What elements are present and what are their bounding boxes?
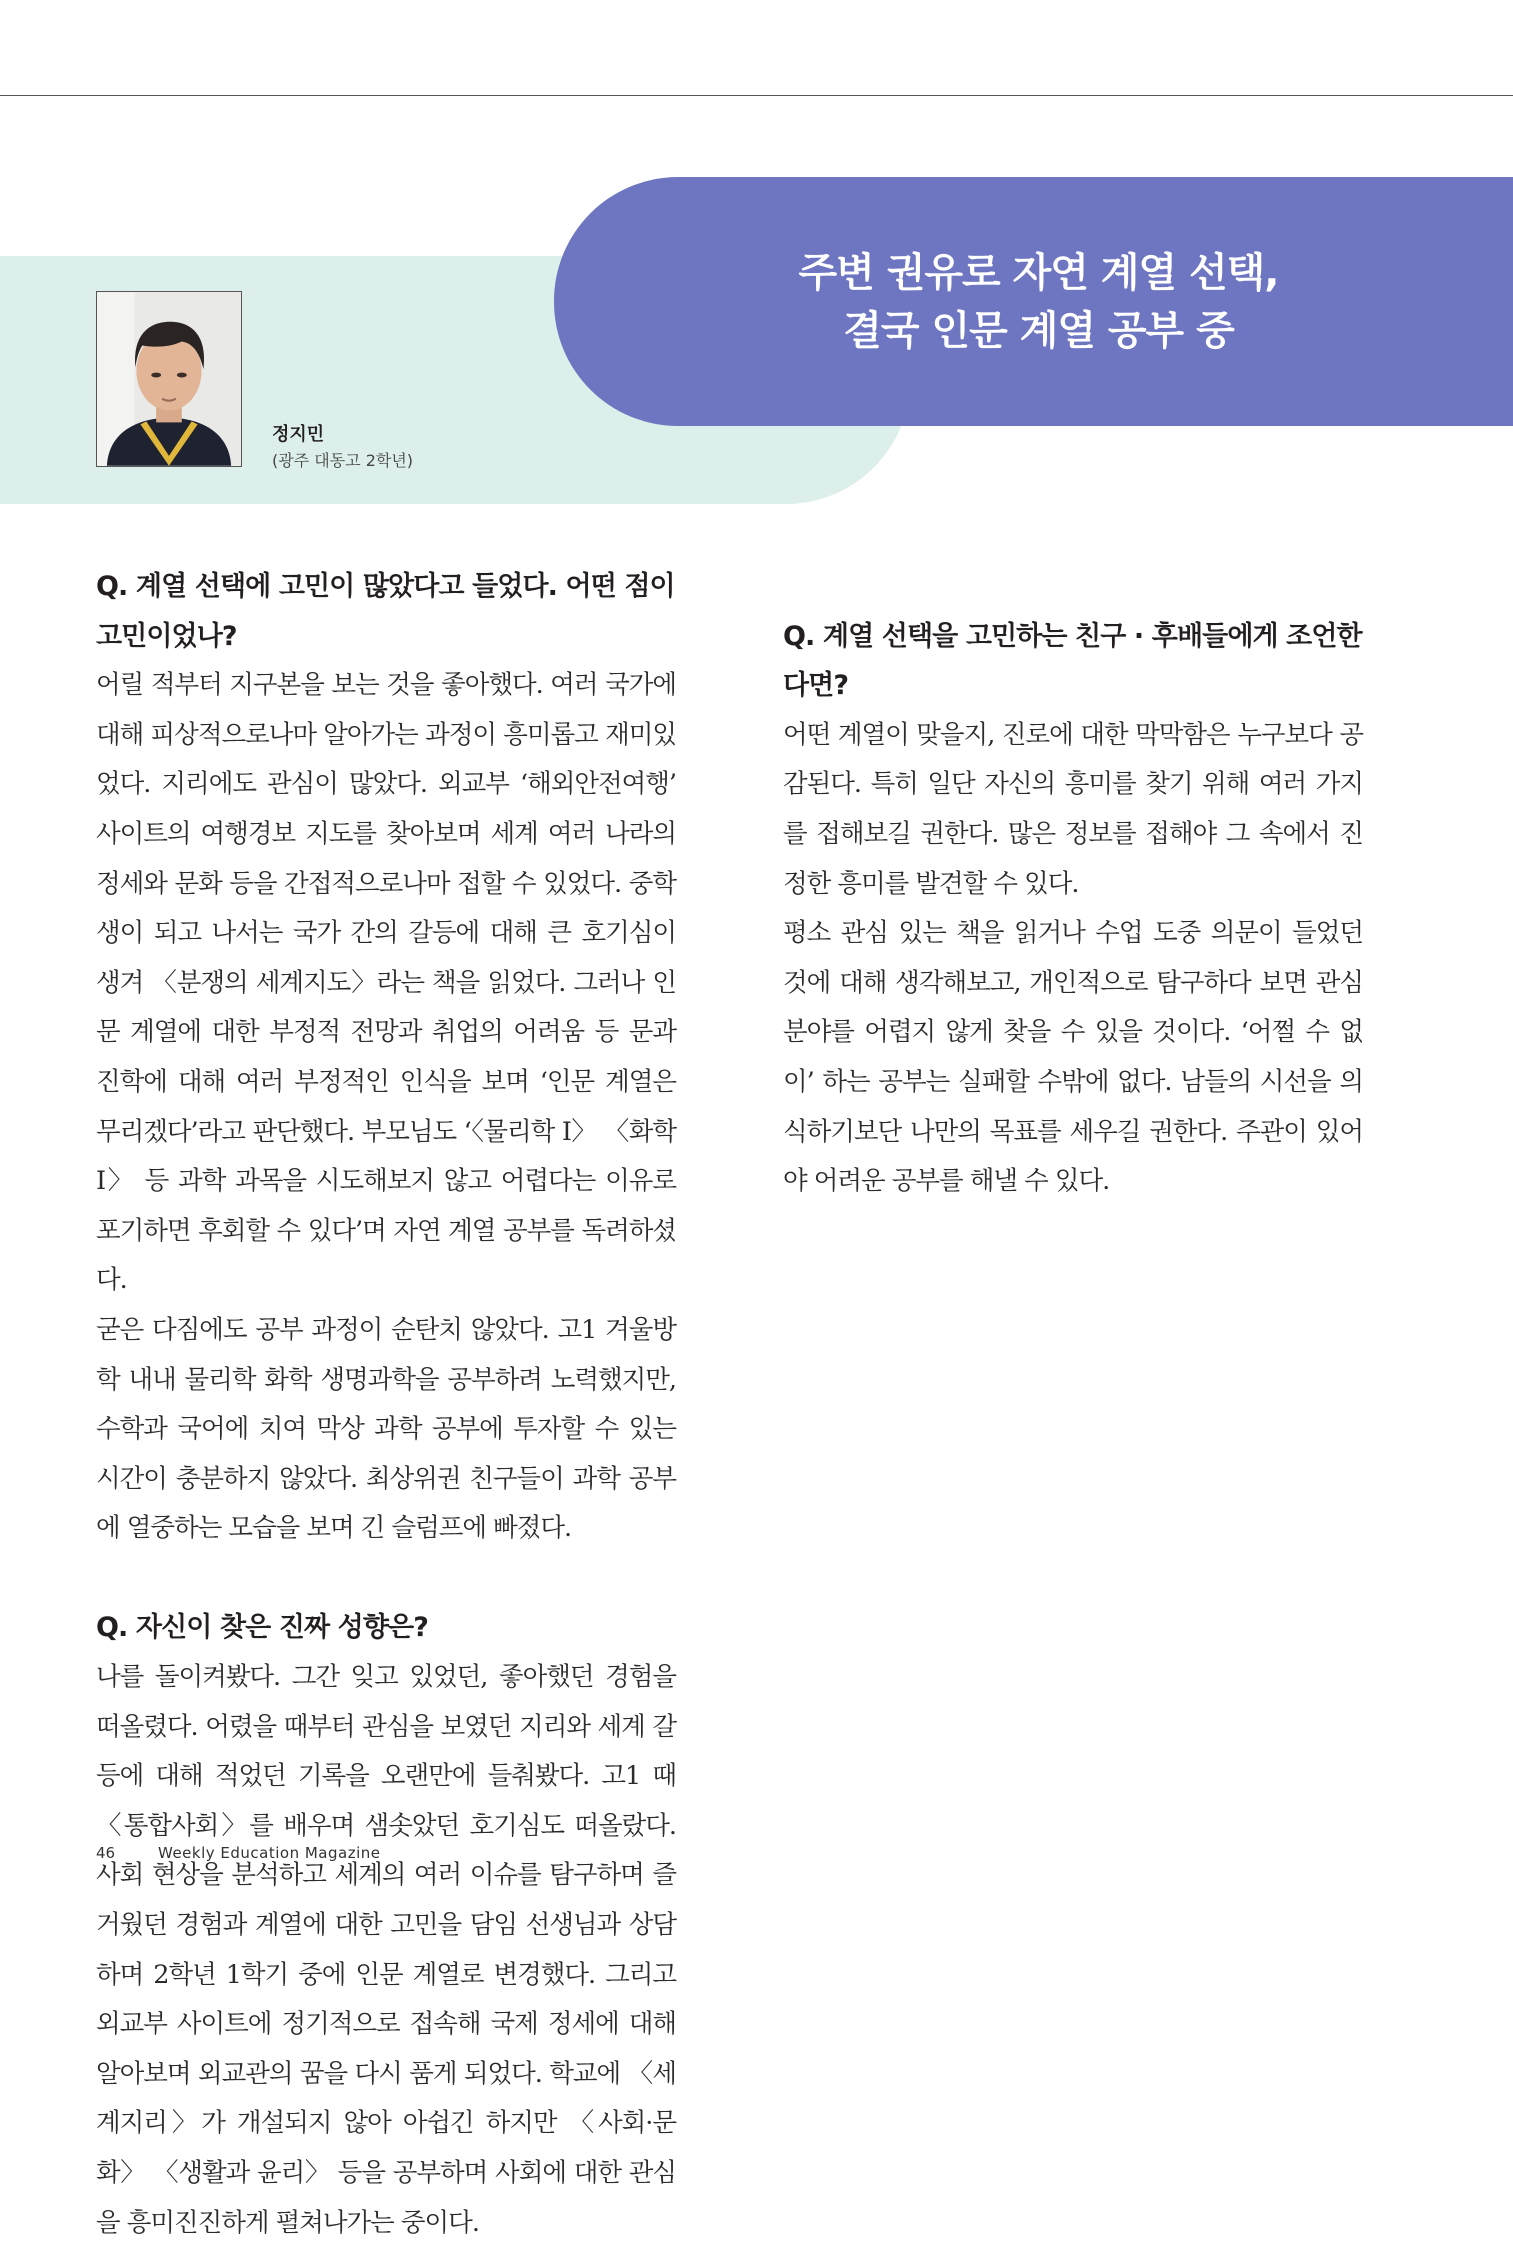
profile-photo (96, 291, 242, 467)
article-column-left (96, 562, 676, 2248)
answer-1-paragraph-2: 굳은 다짐에도 공부 과정이 순탄치 않았다. 고1 겨울방학 내내 물리학 화학 생명과학을 공부하려 노력했지만, 수학과 국어에 치여 막상 과학 공부에 투자할 수 있는 시간이 충분하지 않았다. 최상위권 친구들이 과학 공부에 열중하는 모습을 보며 긴 슬럼프에 빠졌다. (96, 1314, 676, 1544)
answer-1-paragraph-1: 어릴 적부터 지구본을 보는 것을 좋아했다. 여러 국가에 대해 피상적으로나마 알아가는 과정이 흥미롭고 재미있었다. 지리에도 관심이 많았다. 외교부 ‘해외안전여행’ 사이트의 여행경보 지도를 찾아보며 세계 여러 나라의 정세와 문화 등을 간접적으로나마 접할 수 있었다. 중학생이 되고 나서는 국가 간의 갈등에 대해 큰 호기심이 생겨 〈분쟁의 세계지도〉라는 책을 읽었다. 그러나 인문 계열에 대한 부정적 전망과 취업의 어려움 등 문과 진학에 대해 여러 부정적인 인식을 보며 ‘인문 계열은 무리겠다’라고 판단했다. 부모님도 ‘〈물리학 Ⅰ〉 〈화학 Ⅰ〉 등 과학 과목을 시도해보지 않고 어렵다는 이유로 포기하면 후회할 수 있다’며 자연 계열 공부를 독려하셨다. (96, 670, 676, 1296)
magazine-name: Weekly Education Magazine (158, 1844, 381, 1862)
answer-3-paragraph-1: 어떤 계열이 맞을지, 진로에 대한 막막함은 누구보다 공감된다. 특히 일단 자신의 흥미를 찾기 위해 여러 가지를 접해보길 권한다. 많은 정보를 접해야 그 속에서 진정한 흥미를 발견할 수 있다. (783, 719, 1363, 899)
page-number: 46 (96, 1844, 116, 1862)
question-3: Q. 계열 선택을 고민하는 친구 · 후배들에게 조언한다면? (783, 620, 1362, 702)
answer-3-paragraph-2: 평소 관심 있는 책을 읽거나 수업 도중 의문이 들었던 것에 대해 생각해보고, 개인적으로 탐구하다 보면 관심 분야를 어렵지 않게 찾을 수 있을 것이다. ‘어쩔 수 없이’ 하는 공부는 실패할 수밖에 없다. 남들의 시선을 의식하기보단 나만의 목표를 세우길 권한다. 주관이 있어야 어려운 공부를 해낼 수 있다. (783, 918, 1363, 1197)
student-portrait-image (97, 292, 241, 466)
article-column-right (783, 562, 1363, 1207)
question-1: Q. 계열 선택에 고민이 많았다고 들었다. 어떤 점이 고민이었나? (96, 571, 675, 652)
interviewee-school: (광주 대동고 2학년) (272, 451, 414, 470)
headline-banner (554, 177, 1513, 426)
top-divider (0, 95, 1513, 96)
interviewee-name: 정지민 (272, 424, 325, 445)
headline-line-2: 결국 인문 계열 공부 중 (843, 307, 1234, 354)
headline-line-1: 주변 권유로 자연 계열 선택, (798, 249, 1279, 296)
section-spacer (783, 562, 1363, 612)
section-spacer (96, 1554, 676, 1604)
question-2: Q. 자신이 찾은 진짜 성향은? (96, 1612, 428, 1644)
answer-2-paragraph-1: 나를 돌이켜봤다. 그간 잊고 있었던, 좋아했던 경험을 떠올렸다. 어렸을 때부터 관심을 보였던 지리와 세계 갈등에 대해 적었던 기록을 오랜만에 들춰봤다. 고1 때 〈통합사회〉를 배우며 샘솟았던 호기심도 떠올랐다. 사회 현상을 분석하고 세계의 여러 이슈를 탐구하며 즐거웠던 경험과 계열에 대한 고민을 담임 선생님과 상담하며 2학년 1학기 중에 인문 계열로 변경했다. 그리고 외교부 사이트에 정기적으로 접속해 국제 정세에 대해 알아보며 외교관의 꿈을 다시 품게 되었다. 학교에 〈세계지리〉가 개설되지 않아 아쉽긴 하지만 〈사회·문화〉 〈생활과 윤리〉 등을 공부하며 사회에 대한 관심을 흥미진진하게 펼쳐나가는 중이다. (96, 1662, 676, 2238)
